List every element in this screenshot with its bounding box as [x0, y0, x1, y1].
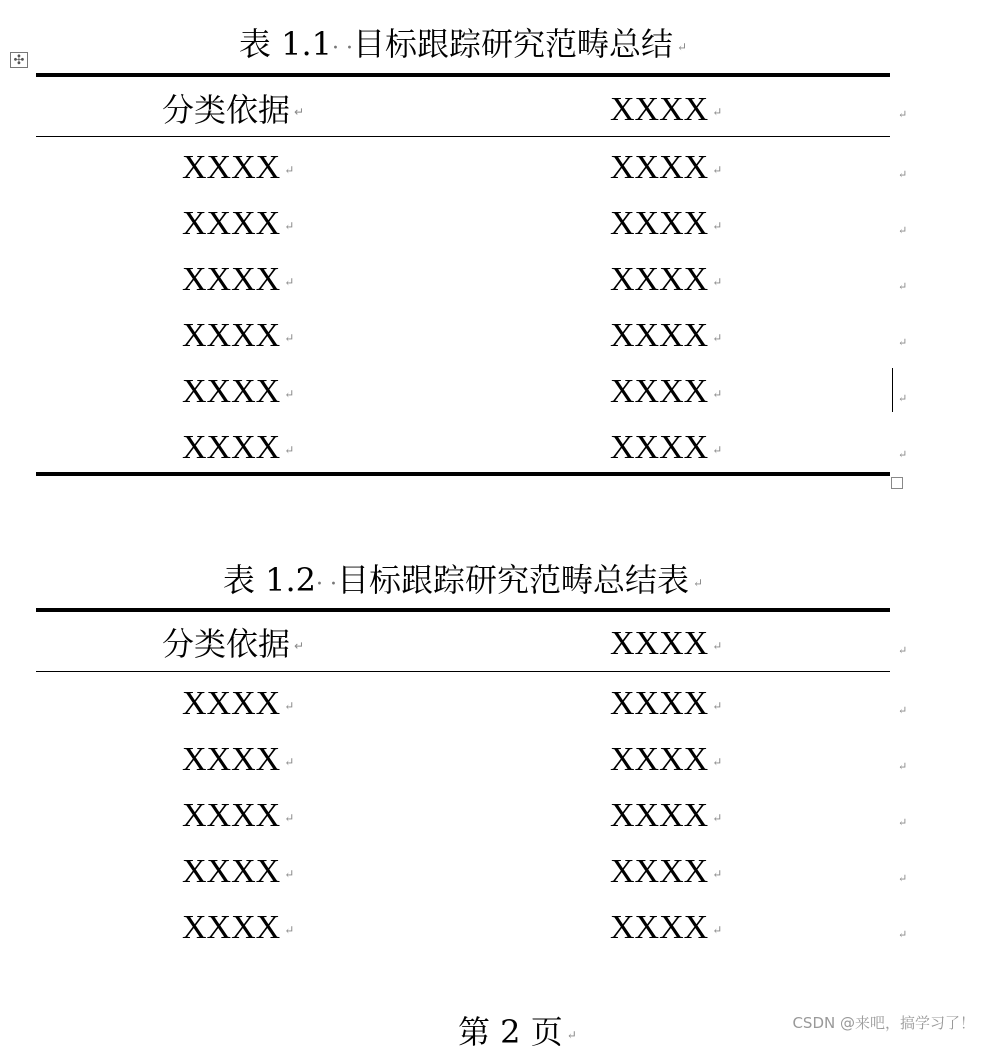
table-cell[interactable]: XXXX ↵ [610, 317, 723, 354]
row-end-mark-icon: ↵ [898, 224, 908, 237]
paragraph-mark-icon: ↵ [284, 443, 295, 458]
table-cell[interactable]: XXXX ↵ [182, 373, 295, 410]
row-end-mark-icon: ↵ [898, 448, 908, 461]
table-cell[interactable]: XXXX ↵ [182, 205, 295, 242]
table2-caption-number: 表 1.2 [222, 561, 316, 599]
table2-header-cell-1[interactable]: 分类依据 ↵ [162, 625, 305, 663]
table-cell[interactable]: XXXX ↵ [610, 373, 723, 410]
paragraph-mark-icon: ↵ [712, 219, 723, 234]
row-end-mark-icon: ↵ [898, 928, 908, 941]
table2-top-rule [36, 608, 890, 612]
paragraph-mark-icon: ↵ [712, 639, 723, 654]
table1-header-cell-1[interactable]: 分类依据 ↵ [162, 91, 305, 129]
table-cell[interactable]: XXXX ↵ [610, 205, 723, 242]
row-end-mark-icon: ↵ [898, 280, 908, 293]
paragraph-mark-icon: ↵ [712, 275, 723, 290]
paragraph-mark-icon: ↵ [712, 699, 723, 714]
table-cell[interactable]: XXXX ↵ [610, 853, 723, 890]
paragraph-mark-icon: ↵ [284, 219, 295, 234]
table-cell[interactable]: XXXX ↵ [182, 853, 295, 890]
paragraph-mark-icon: ↵ [284, 923, 295, 938]
table-cell[interactable]: XXXX ↵ [610, 741, 723, 778]
table1-caption [36, 24, 890, 69]
paragraph-mark-icon: ↵ [284, 755, 295, 770]
watermark: CSDN @来吧，搞学习了！ [792, 1014, 975, 1032]
paragraph-mark-icon: ↵ [284, 387, 295, 402]
paragraph-mark-icon: ↵ [294, 639, 305, 653]
table-cell[interactable]: XXXX ↵ [182, 685, 295, 722]
paragraph-mark-icon: ↵ [566, 1027, 577, 1042]
paragraph-mark-icon: ↵ [284, 331, 295, 346]
page-number: 第 2 页 ↵ [458, 1013, 577, 1051]
table-cell[interactable]: XXXX ↵ [610, 149, 723, 186]
paragraph-mark-icon: ↵ [284, 811, 295, 826]
table1-caption-title: 目标跟踪研究范畴总结 [352, 25, 673, 63]
row-end-mark-icon: ↵ [898, 336, 908, 349]
table-cell[interactable]: XXXX ↵ [610, 429, 723, 466]
table-cell[interactable]: XXXX ↵ [182, 797, 295, 834]
paragraph-mark-icon: ↵ [294, 105, 305, 119]
row-end-mark-icon: ↵ [898, 816, 908, 829]
row-end-mark-icon: ↵ [898, 108, 908, 121]
table-cell[interactable]: XXXX ↵ [182, 317, 295, 354]
table-resize-handle[interactable] [891, 477, 903, 489]
row-end-mark-icon: ↵ [898, 760, 908, 773]
table-cell[interactable]: XXXX ↵ [610, 261, 723, 298]
paragraph-mark-icon: ↵ [712, 443, 723, 458]
table-cell[interactable]: XXXX ↵ [182, 429, 295, 466]
paragraph-mark-icon: ↵ [284, 163, 295, 178]
paragraph-mark-icon: ↵ [677, 39, 688, 54]
paragraph-mark-icon: ↵ [712, 163, 723, 178]
paragraph-mark-icon: ↵ [712, 331, 723, 346]
table1-top-rule [36, 73, 890, 77]
paragraph-mark-icon: ↵ [284, 867, 295, 882]
table-cell[interactable]: XXXX ↵ [182, 909, 295, 946]
paragraph-mark-icon: ↵ [284, 699, 295, 714]
paragraph-mark-icon: ↵ [712, 755, 723, 770]
table1-caption-dots: · · [332, 36, 353, 61]
row-end-mark-icon: ↵ [898, 704, 908, 717]
table2-header-rule [36, 671, 890, 672]
table-cell[interactable]: XXXX ↵ [182, 741, 295, 778]
table1-caption-number: 表 1.1 [238, 25, 332, 63]
table-move-handle-icon[interactable]: ✣ [10, 52, 28, 68]
text-cursor [892, 368, 893, 412]
row-end-mark-icon: ↵ [898, 872, 908, 885]
table1-header-rule [36, 136, 890, 137]
table1-bottom-rule [36, 472, 890, 476]
table-cell[interactable]: XXXX ↵ [182, 261, 295, 298]
paragraph-mark-icon: ↵ [712, 923, 723, 938]
paragraph-mark-icon: ↵ [712, 811, 723, 826]
table2-header-cell-2[interactable]: XXXX ↵ [610, 625, 723, 662]
paragraph-mark-icon: ↵ [712, 867, 723, 882]
table2-caption-title: 目标跟踪研究范畴总结表 [336, 561, 689, 599]
table2-caption-dots: · · [316, 572, 337, 597]
table2-caption [36, 560, 890, 605]
paragraph-mark-icon: ↵ [712, 105, 723, 120]
row-end-mark-icon: ↵ [898, 392, 908, 405]
table1-header-cell-2[interactable]: XXXX ↵ [610, 91, 723, 128]
table-cell[interactable]: XXXX ↵ [610, 909, 723, 946]
row-end-mark-icon: ↵ [898, 168, 908, 181]
table-cell[interactable]: XXXX ↵ [610, 797, 723, 834]
paragraph-mark-icon: ↵ [693, 575, 704, 590]
table-cell[interactable]: XXXX ↵ [610, 685, 723, 722]
paragraph-mark-icon: ↵ [712, 387, 723, 402]
table-cell[interactable]: XXXX ↵ [182, 149, 295, 186]
row-end-mark-icon: ↵ [898, 644, 908, 657]
paragraph-mark-icon: ↵ [284, 275, 295, 290]
